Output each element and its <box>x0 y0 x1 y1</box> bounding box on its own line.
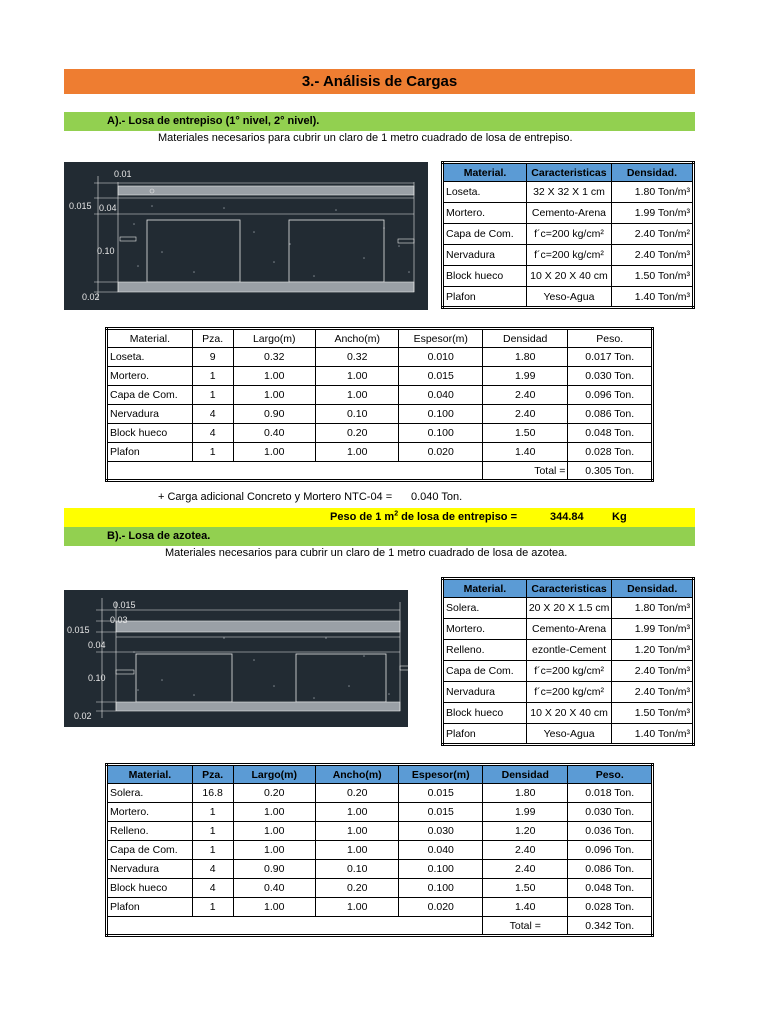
cell: 1 <box>192 898 233 917</box>
table-row <box>443 640 694 661</box>
table-row <box>443 266 694 287</box>
cell: 0.015 <box>399 784 483 803</box>
cell: 1 <box>192 822 233 841</box>
calc-table-b <box>105 763 654 937</box>
dim-label: 0.03 <box>110 615 128 625</box>
cell: 1.50 <box>483 879 568 898</box>
cell: 1.00 <box>233 367 315 386</box>
dim-label: 0.01 <box>114 169 132 179</box>
header-cell: Espesor(m) <box>399 329 483 348</box>
cell: 0.028 Ton. <box>568 898 653 917</box>
cell: 0.040 <box>399 841 483 860</box>
characteristic-cell: Cemento-Arena <box>526 619 612 640</box>
header-cell: Pza. <box>192 765 233 784</box>
cell: Relleno. <box>107 822 193 841</box>
page-title: 3.- Análisis de Cargas <box>64 69 695 94</box>
cell: 4 <box>192 860 233 879</box>
table-row <box>107 803 653 822</box>
header-cell: Material. <box>107 765 193 784</box>
table-row <box>443 182 694 203</box>
material-cell: Mortero. <box>443 203 527 224</box>
table-row <box>107 879 653 898</box>
material-cell: Plafon <box>443 287 527 308</box>
cell: Nervadura <box>107 860 193 879</box>
dim-label: 0.015 <box>69 201 92 211</box>
cell: Loseta. <box>107 348 193 367</box>
characteristic-cell: Yeso-Agua <box>527 287 612 308</box>
section-b-subtitle: Materiales necesarios para cubrir un claro de 1 metro cuadrado de losa de azotea. <box>165 547 568 559</box>
cell: 1.50 <box>483 424 568 443</box>
dim-label: 0.02 <box>82 292 100 302</box>
header-cell: Ancho(m) <box>315 329 398 348</box>
cell: 1 <box>192 367 233 386</box>
characteristic-cell: ezontle-Cement <box>526 640 612 661</box>
table-row <box>443 203 694 224</box>
cell: 1 <box>192 803 233 822</box>
cell: 0.017 Ton. <box>568 348 653 367</box>
characteristic-cell: f´c=200 kg/cm² <box>527 224 612 245</box>
cell: 0.036 Ton. <box>568 822 653 841</box>
cell: 0.100 <box>399 860 483 879</box>
cell: Plafon <box>107 443 193 462</box>
material-cell: Mortero. <box>443 619 527 640</box>
total-value: 0.342 Ton. <box>568 917 653 936</box>
cell: 0.100 <box>399 424 483 443</box>
cell: 1 <box>192 443 233 462</box>
cell: 1.99 <box>483 803 568 822</box>
header-cell: Ancho(m) <box>315 765 398 784</box>
cell: 0.040 <box>399 386 483 405</box>
dim-label: 0.04 <box>99 203 117 213</box>
cell: 1.80 <box>483 784 568 803</box>
cell: 0.030 <box>399 822 483 841</box>
density-cell: 2.40 Ton/m³ <box>612 682 694 703</box>
density-cell: 2.40 Ton/m³ <box>611 245 693 266</box>
header-cell: Densidad. <box>611 163 693 182</box>
material-cell: Solera. <box>443 598 527 619</box>
cell: 1.40 <box>483 443 568 462</box>
density-cell: 1.40 Ton/m³ <box>612 724 694 745</box>
cell: Plafon <box>107 898 193 917</box>
density-cell: 1.40 Ton/m³ <box>611 287 693 308</box>
cell: Capa de Com. <box>107 841 193 860</box>
characteristic-cell: Cemento-Arena <box>527 203 612 224</box>
cell: 1.00 <box>315 367 398 386</box>
table-row <box>107 822 653 841</box>
cell: 0.20 <box>315 424 398 443</box>
cell: 0.015 <box>399 367 483 386</box>
cell: 0.028 Ton. <box>568 443 653 462</box>
table-row <box>107 367 653 386</box>
table-row <box>443 661 694 682</box>
material-cell: Nervadura <box>443 682 527 703</box>
dim-label: 0.10 <box>97 246 115 256</box>
cell: 1.00 <box>233 803 315 822</box>
cell: 0.020 <box>399 898 483 917</box>
section-a-heading: A).- Losa de entrepiso (1° nivel, 2° nivel). <box>64 112 695 131</box>
density-cell: 2.40 Ton/m³ <box>612 661 694 682</box>
cell: 1.00 <box>233 386 315 405</box>
solera-layer <box>116 621 400 632</box>
cell: 0.018 Ton. <box>568 784 653 803</box>
cell: 1.20 <box>483 822 568 841</box>
cell: 1 <box>192 386 233 405</box>
characteristic-cell: 20 X 20 X 1.5 cm <box>526 598 612 619</box>
header-cell: Espesor(m) <box>399 765 483 784</box>
table-row <box>107 348 653 367</box>
cell: 1.00 <box>315 822 398 841</box>
table-row <box>443 703 694 724</box>
materials-table-b <box>441 577 695 746</box>
dim-label: 0.02 <box>74 711 92 721</box>
cell: 0.096 Ton. <box>568 841 653 860</box>
header-cell: Densidad. <box>612 579 694 598</box>
table-row <box>443 224 694 245</box>
total-label: Total = <box>483 917 568 936</box>
dim-label: 0.015 <box>67 625 90 635</box>
cell: 1 <box>192 841 233 860</box>
header-cell: Material. <box>443 163 527 182</box>
cell: 0.010 <box>399 348 483 367</box>
material-cell: Capa de Com. <box>443 661 527 682</box>
characteristic-cell: f´c=200 kg/cm² <box>526 682 612 703</box>
characteristic-cell: 10 X 20 X 40 cm <box>526 703 612 724</box>
materials-table-a <box>441 161 695 309</box>
cell: 0.030 Ton. <box>568 803 653 822</box>
weight-value: 344.84 <box>550 511 584 523</box>
material-cell: Relleno. <box>443 640 527 661</box>
table-row <box>107 898 653 917</box>
total-value: 0.305 Ton. <box>568 462 653 481</box>
dim-label: 0.10 <box>88 673 106 683</box>
cell: 0.100 <box>399 879 483 898</box>
table-row <box>443 724 694 745</box>
table-row <box>107 386 653 405</box>
cell: 1.00 <box>233 822 315 841</box>
table-row <box>443 619 694 640</box>
cell: 4 <box>192 405 233 424</box>
cell: 0.32 <box>233 348 315 367</box>
total-label: Total = <box>483 462 568 481</box>
table-row <box>107 424 653 443</box>
plafon-layer <box>116 702 400 711</box>
loseta-layer <box>118 186 414 195</box>
table-row <box>443 598 694 619</box>
header-cell: Peso. <box>568 765 653 784</box>
header-cell: Material. <box>107 329 193 348</box>
calc-table-a <box>105 327 654 482</box>
cell: 1.80 <box>483 348 568 367</box>
header-cell: Pza. <box>192 329 233 348</box>
cell: Capa de Com. <box>107 386 193 405</box>
cell: 0.100 <box>399 405 483 424</box>
cell: 1.00 <box>233 443 315 462</box>
plafon-layer <box>118 282 414 292</box>
cell: 0.030 Ton. <box>568 367 653 386</box>
cell: Block hueco <box>107 879 193 898</box>
cell: 0.20 <box>233 784 315 803</box>
total-row <box>107 917 653 936</box>
material-cell: Plafon <box>443 724 527 745</box>
cell: 0.20 <box>315 879 398 898</box>
header-cell: Largo(m) <box>233 329 315 348</box>
header-cell: Caracteristicas <box>526 579 612 598</box>
cell: 1.00 <box>315 803 398 822</box>
cell: 4 <box>192 424 233 443</box>
total-row <box>107 462 653 481</box>
cell: 0.020 <box>399 443 483 462</box>
cell: 2.40 <box>483 386 568 405</box>
dim-label: 0.04 <box>88 640 106 650</box>
table-row <box>443 682 694 703</box>
table-row <box>443 287 694 308</box>
density-cell: 1.80 Ton/m³ <box>612 598 694 619</box>
header-cell: Material. <box>443 579 527 598</box>
density-cell: 1.99 Ton/m³ <box>611 203 693 224</box>
header-cell: Peso. <box>568 329 653 348</box>
cell: 0.10 <box>315 860 398 879</box>
density-cell: 1.50 Ton/m³ <box>611 266 693 287</box>
cell: 16.8 <box>192 784 233 803</box>
cell: 2.40 <box>483 860 568 879</box>
cell: 0.40 <box>233 424 315 443</box>
weight-unit: Kg <box>612 511 627 523</box>
table-row <box>107 405 653 424</box>
table-row <box>107 443 653 462</box>
cell: Block hueco <box>107 424 193 443</box>
header-cell: Caracteristicas <box>527 163 612 182</box>
cell: 0.90 <box>233 860 315 879</box>
cell: 1.00 <box>315 443 398 462</box>
extra-load-value: 0.040 Ton. <box>411 491 463 503</box>
cell: 2.40 <box>483 405 568 424</box>
cell: 0.015 <box>399 803 483 822</box>
cell: 0.086 Ton. <box>568 860 653 879</box>
cell: 1.00 <box>233 898 315 917</box>
slab-section-drawing-a <box>64 162 428 310</box>
characteristic-cell: f´c=200 kg/cm² <box>526 661 612 682</box>
header-cell: Densidad <box>483 765 568 784</box>
cell: 0.10 <box>315 405 398 424</box>
cell: 0.086 Ton. <box>568 405 653 424</box>
density-cell: 1.20 Ton/m³ <box>612 640 694 661</box>
characteristic-cell: 32 X 32 X 1 cm <box>527 182 612 203</box>
material-cell: Capa de Com. <box>443 224 527 245</box>
table-row <box>443 245 694 266</box>
table-row <box>107 841 653 860</box>
material-cell: Loseta. <box>443 182 527 203</box>
material-cell: Block hueco <box>443 266 527 287</box>
header-cell: Densidad <box>483 329 568 348</box>
cell: 0.90 <box>233 405 315 424</box>
cell: Mortero. <box>107 803 193 822</box>
header-cell: Largo(m) <box>233 765 315 784</box>
section-a-subtitle: Materiales necesarios para cubrir un claro de 1 metro cuadrado de losa de entrepiso. <box>158 132 573 144</box>
cell: 1.00 <box>315 841 398 860</box>
cell: 4 <box>192 879 233 898</box>
dim-label: 0.015 <box>113 600 136 610</box>
cell: 1.99 <box>483 367 568 386</box>
density-cell: 1.50 Ton/m³ <box>612 703 694 724</box>
cell: 0.32 <box>315 348 398 367</box>
cell: Nervadura <box>107 405 193 424</box>
cell: 0.048 Ton. <box>568 879 653 898</box>
section-b-heading: B).- Losa de azotea. <box>64 527 695 546</box>
table-row <box>107 860 653 879</box>
characteristic-cell: 10 X 20 X 40 cm <box>527 266 612 287</box>
weight-result-bar <box>64 508 695 527</box>
cell: 0.40 <box>233 879 315 898</box>
characteristic-cell: f´c=200 kg/cm² <box>527 245 612 266</box>
characteristic-cell: Yeso-Agua <box>526 724 612 745</box>
material-cell: Block hueco <box>443 703 527 724</box>
cell: 0.20 <box>315 784 398 803</box>
cell: 2.40 <box>483 841 568 860</box>
density-cell: 2.40 Ton/m² <box>611 224 693 245</box>
cell: 1.00 <box>315 898 398 917</box>
cell: 0.096 Ton. <box>568 386 653 405</box>
cell: Solera. <box>107 784 193 803</box>
extra-load-label: + Carga adicional Concreto y Mortero NTC-04 = <box>158 491 393 503</box>
density-cell: 1.99 Ton/m³ <box>612 619 694 640</box>
table-row <box>107 784 653 803</box>
weight-label: Peso de 1 $m^2$ de losa de entrepiso = <box>330 510 518 523</box>
cell: 9 <box>192 348 233 367</box>
cell: 1.00 <box>233 841 315 860</box>
density-cell: 1.80 Ton/m³ <box>611 182 693 203</box>
cell: 0.048 Ton. <box>568 424 653 443</box>
cell: 1.40 <box>483 898 568 917</box>
slab-section-drawing-b <box>64 590 408 727</box>
cell: Mortero. <box>107 367 193 386</box>
material-cell: Nervadura <box>443 245 527 266</box>
cell: 1.00 <box>315 386 398 405</box>
